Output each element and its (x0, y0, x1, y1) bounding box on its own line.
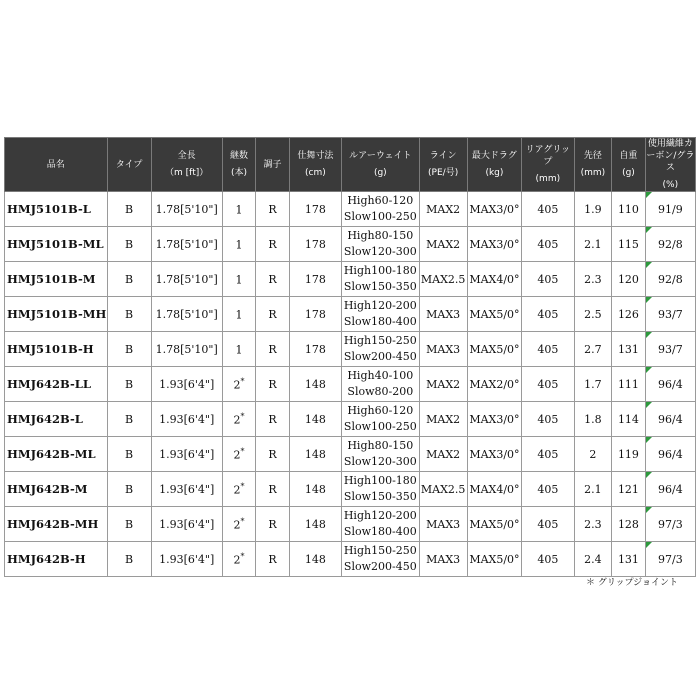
cell-name: HMJ642B-MH (5, 507, 108, 542)
header-line: ライン (PE/号) (419, 138, 467, 192)
cell-pieces: 2* (222, 507, 256, 542)
cell-pieces: 1 (222, 227, 256, 262)
cell-weight: 128 (612, 507, 646, 542)
cell-tip-diameter: 2.7 (574, 332, 612, 367)
header-weight: 自重 (g) (612, 138, 646, 192)
table-row (5, 542, 696, 577)
header-length: 全長 （m [ft]） (151, 138, 222, 192)
cell-lure-weight: High150-250 Slow200-450 (342, 542, 419, 577)
cell-weight: 131 (612, 332, 646, 367)
cell-fiber-ratio: 96/4 (645, 472, 695, 507)
cell-tip-diameter: 2.1 (574, 472, 612, 507)
cell-pieces: 2* (222, 367, 256, 402)
cell-closed-length: 178 (289, 332, 341, 367)
header-fiber-ratio: 使用繊維カーボン/グラス (%) (646, 139, 695, 190)
cell-lure-weight: High40-100 Slow80-200 (342, 367, 419, 402)
cell-line: MAX2.5 (419, 472, 467, 507)
cell-line: MAX2 (419, 437, 467, 472)
cell-action: R (256, 437, 290, 472)
cell-line: MAX3 (419, 507, 467, 542)
cell-lure-weight: High150-250 Slow200-450 (342, 332, 419, 367)
cell-tip-diameter: 2.3 (574, 262, 612, 297)
cell-lure-weight: High80-150 Slow120-300 (342, 437, 419, 472)
cell-tip-diameter: 2 (574, 437, 612, 472)
cell-weight: 115 (612, 227, 646, 262)
cell-pieces: 1 (222, 297, 256, 332)
cell-rear-grip: 405 (522, 437, 574, 472)
table-row (5, 437, 696, 472)
cell-lure-weight: High100-180 Slow150-350 (342, 472, 419, 507)
cell-rear-grip: 405 (522, 332, 574, 367)
cell-fiber-ratio: 92/8 (645, 227, 695, 262)
footnote: ＊ グリップジョイント (586, 578, 678, 588)
cell-max-drag: MAX3/0° (467, 402, 521, 437)
cell-closed-length: 148 (289, 367, 341, 402)
cell-length: 1.78[5'10"] (151, 332, 222, 367)
cell-max-drag: MAX5/0° (467, 332, 521, 367)
header-max-drag: 最大ドラグ (kg) (467, 138, 521, 192)
table-row (5, 297, 696, 332)
cell-length: 1.93[6'4"] (151, 402, 222, 437)
comment-marker-icon (646, 332, 652, 338)
cell-name: HMJ642B-ML (5, 437, 108, 472)
cell-name: HMJ5101B-L (5, 192, 108, 227)
cell-action: R (256, 332, 290, 367)
cell-rear-grip: 405 (522, 367, 574, 402)
cell-rear-grip: 405 (522, 262, 574, 297)
cell-action: R (256, 472, 290, 507)
cell-action: R (256, 227, 290, 262)
cell-fiber-ratio: 96/4 (645, 367, 695, 402)
cell-type: B (107, 227, 151, 262)
cell-max-drag: MAX2/0° (467, 367, 521, 402)
cell-name: HMJ5101B-H (5, 332, 108, 367)
comment-marker-icon (646, 297, 652, 303)
header-row (5, 138, 696, 192)
header-name: 品名 (5, 138, 108, 192)
cell-max-drag: MAX3/0° (467, 192, 521, 227)
cell-tip-diameter: 1.7 (574, 367, 612, 402)
cell-line: MAX2.5 (419, 262, 467, 297)
cell-weight: 110 (612, 192, 646, 227)
cell-action: R (256, 542, 290, 577)
table-row (5, 472, 696, 507)
cell-line: MAX3 (419, 332, 467, 367)
cell-weight: 120 (612, 262, 646, 297)
cell-length: 1.93[6'4"] (151, 542, 222, 577)
cell-closed-length: 148 (289, 437, 341, 472)
cell-pieces: 1 (222, 192, 256, 227)
cell-name: HMJ5101B-M (5, 262, 108, 297)
table-row (5, 402, 696, 437)
cell-length: 1.78[5'10"] (151, 262, 222, 297)
cell-rear-grip: 405 (522, 192, 574, 227)
cell-weight: 114 (612, 402, 646, 437)
cell-pieces: 2* (222, 437, 256, 472)
cell-name: HMJ642B-M (5, 472, 108, 507)
cell-length: 1.93[6'4"] (151, 367, 222, 402)
comment-marker-icon (646, 227, 652, 233)
cell-tip-diameter: 2.5 (574, 297, 612, 332)
cell-line: MAX2 (419, 367, 467, 402)
cell-fiber-ratio: 97/3 (645, 542, 695, 577)
cell-name: HMJ642B-L (5, 402, 108, 437)
cell-lure-weight: High80-150 Slow120-300 (342, 227, 419, 262)
cell-type: B (107, 297, 151, 332)
cell-tip-diameter: 1.9 (574, 192, 612, 227)
cell-closed-length: 178 (289, 192, 341, 227)
cell-rear-grip: 405 (522, 472, 574, 507)
cell-closed-length: 148 (289, 507, 341, 542)
comment-marker-icon (646, 402, 652, 408)
cell-type: B (107, 332, 151, 367)
comment-marker-icon (646, 192, 652, 198)
cell-max-drag: MAX5/0° (467, 507, 521, 542)
comment-marker-icon (646, 437, 652, 443)
cell-type: B (107, 437, 151, 472)
cell-fiber-ratio: 91/9 (645, 192, 695, 227)
cell-rear-grip: 405 (522, 542, 574, 577)
cell-line: MAX2 (419, 192, 467, 227)
cell-closed-length: 148 (289, 402, 341, 437)
cell-type: B (107, 542, 151, 577)
cell-name: HMJ5101B-MH (5, 297, 108, 332)
cell-length: 1.78[5'10"] (151, 227, 222, 262)
cell-tip-diameter: 2.1 (574, 227, 612, 262)
cell-weight: 121 (612, 472, 646, 507)
cell-pieces: 1 (222, 262, 256, 297)
cell-action: R (256, 402, 290, 437)
comment-marker-icon (646, 262, 652, 268)
cell-closed-length: 178 (289, 262, 341, 297)
cell-name: HMJ642B-H (5, 542, 108, 577)
cell-max-drag: MAX5/0° (467, 542, 521, 577)
cell-max-drag: MAX4/0° (467, 262, 521, 297)
cell-max-drag: MAX5/0° (467, 297, 521, 332)
cell-fiber-ratio: 96/4 (645, 437, 695, 472)
cell-pieces: 2* (222, 542, 256, 577)
cell-type: B (107, 192, 151, 227)
comment-marker-icon (646, 507, 652, 513)
cell-lure-weight: High100-180 Slow150-350 (342, 262, 419, 297)
cell-name: HMJ5101B-ML (5, 227, 108, 262)
cell-rear-grip: 405 (522, 227, 574, 262)
cell-fiber-ratio: 97/3 (645, 507, 695, 542)
cell-length: 1.78[5'10"] (151, 297, 222, 332)
cell-weight: 126 (612, 297, 646, 332)
cell-rear-grip: 405 (522, 297, 574, 332)
comment-marker-icon (646, 542, 652, 548)
cell-tip-diameter: 2.4 (574, 542, 612, 577)
cell-type: B (107, 262, 151, 297)
table-row (5, 192, 696, 227)
cell-closed-length: 178 (289, 227, 341, 262)
table-row (5, 507, 696, 542)
cell-rear-grip: 405 (522, 402, 574, 437)
header-closed-length: 仕舞寸法 (cm) (289, 138, 341, 192)
cell-closed-length: 148 (289, 542, 341, 577)
cell-action: R (256, 297, 290, 332)
cell-lure-weight: High120-200 Slow180-400 (342, 507, 419, 542)
cell-tip-diameter: 2.3 (574, 507, 612, 542)
header-tip-diameter: 先径 (mm) (574, 138, 612, 192)
cell-max-drag: MAX3/0° (467, 437, 521, 472)
comment-marker-icon (646, 472, 652, 478)
spec-table (4, 137, 696, 577)
cell-type: B (107, 507, 151, 542)
cell-closed-length: 178 (289, 297, 341, 332)
cell-line: MAX3 (419, 297, 467, 332)
cell-pieces: 2* (222, 402, 256, 437)
cell-tip-diameter: 1.8 (574, 402, 612, 437)
cell-action: R (256, 367, 290, 402)
table-row (5, 367, 696, 402)
cell-line: MAX2 (419, 402, 467, 437)
cell-action: R (256, 507, 290, 542)
cell-lure-weight: High120-200 Slow180-400 (342, 297, 419, 332)
cell-pieces: 1 (222, 332, 256, 367)
cell-line: MAX3 (419, 542, 467, 577)
cell-max-drag: MAX3/0° (467, 227, 521, 262)
cell-length: 1.93[6'4"] (151, 472, 222, 507)
cell-line: MAX2 (419, 227, 467, 262)
cell-type: B (107, 367, 151, 402)
table-row (5, 332, 696, 367)
cell-rear-grip: 405 (522, 507, 574, 542)
header-type: タイプ (107, 138, 151, 192)
cell-length: 1.93[6'4"] (151, 507, 222, 542)
cell-weight: 119 (612, 437, 646, 472)
cell-fiber-ratio: 93/7 (645, 297, 695, 332)
cell-name: HMJ642B-LL (5, 367, 108, 402)
header-action: 調子 (256, 138, 290, 192)
cell-action: R (256, 262, 290, 297)
comment-marker-icon (646, 367, 652, 373)
cell-action: R (256, 192, 290, 227)
cell-fiber-ratio: 96/4 (645, 402, 695, 437)
cell-type: B (107, 402, 151, 437)
cell-closed-length: 148 (289, 472, 341, 507)
header-pieces: 継数 (本) (222, 138, 256, 192)
cell-length: 1.93[6'4"] (151, 437, 222, 472)
header-rear-grip: リアグリップ (mm) (522, 138, 574, 192)
cell-lure-weight: High60-120 Slow100-250 (342, 192, 419, 227)
cell-fiber-ratio: 92/8 (645, 262, 695, 297)
cell-weight: 131 (612, 542, 646, 577)
header-lure-weight: ルアーウェイト (g) (342, 138, 419, 192)
cell-length: 1.78[5'10"] (151, 192, 222, 227)
cell-fiber-ratio: 93/7 (645, 332, 695, 367)
cell-lure-weight: High60-120 Slow100-250 (342, 402, 419, 437)
table-row (5, 227, 696, 262)
cell-pieces: 2* (222, 472, 256, 507)
cell-max-drag: MAX4/0° (467, 472, 521, 507)
table-row (5, 262, 696, 297)
cell-type: B (107, 472, 151, 507)
cell-weight: 111 (612, 367, 646, 402)
